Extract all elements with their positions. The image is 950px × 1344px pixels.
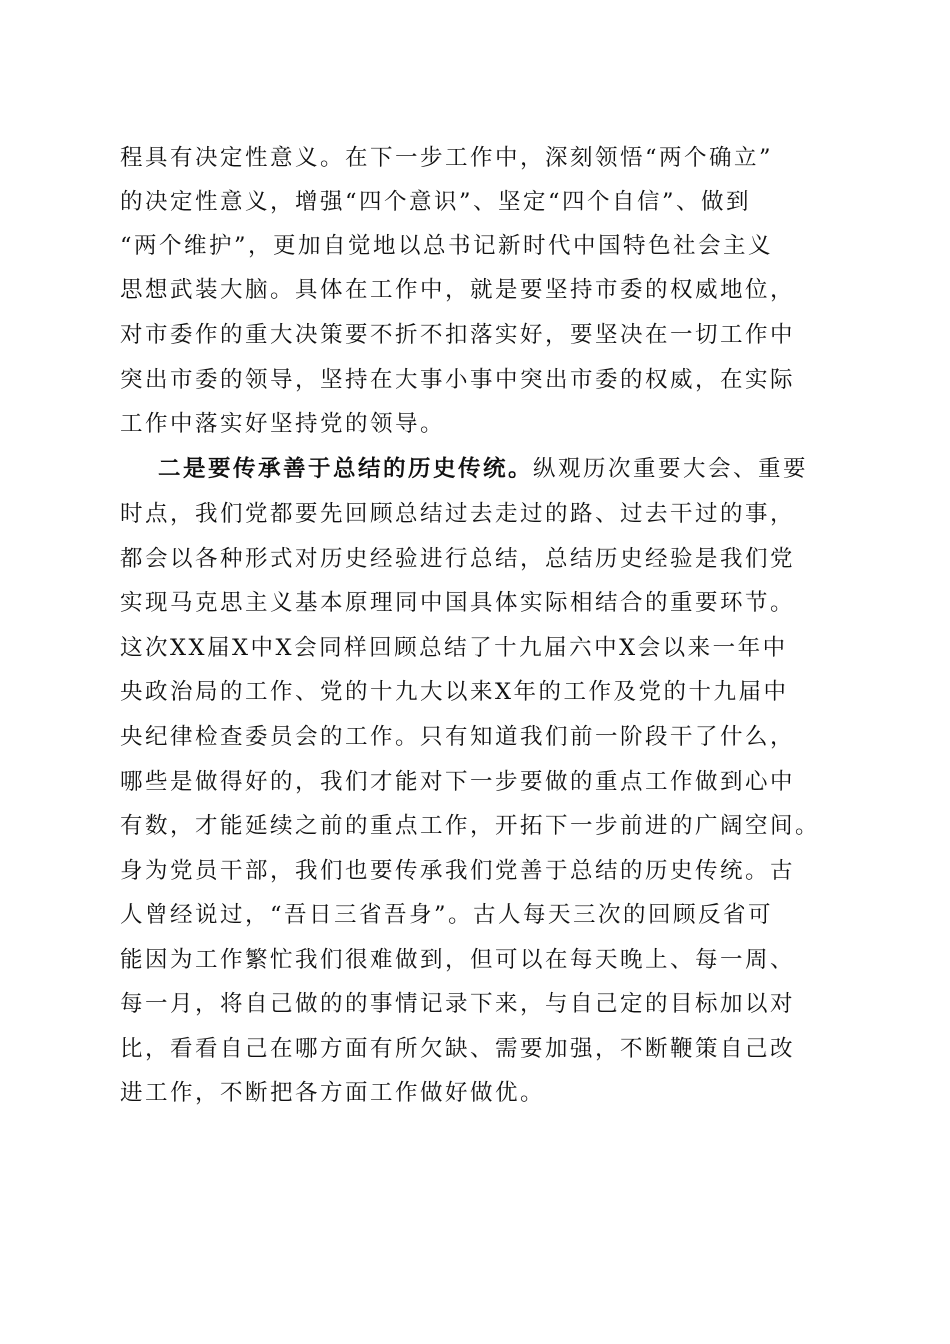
text-line: 都会以各种形式对历史经验进行总结，总结历史经验是我们党	[120, 546, 796, 572]
text-fragment: 纵观历次重要大会、重要	[533, 456, 809, 482]
paragraph-heading: 二是要传承善于总结的历史传统。	[158, 456, 534, 482]
text-line: 能因为工作繁忙我们很难做到，但可以在每天晚上、每一周、	[120, 947, 796, 973]
text-line: 央纪律检查委员会的工作。只有知道我们前一阶段干了什么，	[120, 724, 796, 750]
text-line: 思想武装大脑。具体在工作中，就是要坚持市委的权威地位，	[120, 277, 796, 303]
text-line: 这次XX届X中X会同样回顾总结了十九届六中X会以来一年中	[120, 635, 788, 661]
text-line: 每一月，将自己做的的事情记录下来，与自己定的目标加以对	[120, 991, 796, 1017]
paragraph-heading-line	[158, 448, 808, 490]
text-line: 的决定性意义，增强“四个意识”、坚定“四个自信”、做到	[120, 189, 752, 215]
text-line: 有数，才能延续之前的重点工作，开拓下一步前进的广阔空间。	[120, 813, 821, 839]
text-line: 实现马克思主义基本原理同中国具体实际相结合的重要环节。	[120, 590, 796, 616]
text-line: 工作中落实好坚持党的领导。	[120, 411, 446, 437]
text-line: 对市委作的重大决策要不折不扣落实好，要坚决在一切工作中	[120, 322, 796, 348]
text-line: 程具有决定性意义。在下一步工作中，深刻领悟“两个确立”	[120, 145, 774, 171]
text-line: “两个维护”，更加自觉地以总书记新时代中国特色社会主义	[120, 233, 774, 259]
text-line: 央政治局的工作、党的十九大以来X年的工作及党的十九届中	[120, 679, 789, 705]
text-line: 哪些是做得好的，我们才能对下一步要做的重点工作做到心中	[120, 769, 796, 795]
text-line: 人曾经说过，“吾日三省吾身”。古人每天三次的回顾反省可	[120, 902, 774, 928]
text-line: 进工作，不断把各方面工作做好做优。	[120, 1080, 546, 1106]
text-line: 突出市委的领导，坚持在大事小事中突出市委的权威，在实际	[120, 367, 796, 393]
text-line: 比，看看自己在哪方面有所欠缺、需要加强，不断鞭策自己改	[120, 1036, 796, 1062]
text-line: 身为党员干部，我们也要传承我们党善于总结的历史传统。古	[120, 858, 796, 884]
text-line: 时点，我们党都要先回顾总结过去走过的路、过去干过的事，	[120, 501, 796, 527]
